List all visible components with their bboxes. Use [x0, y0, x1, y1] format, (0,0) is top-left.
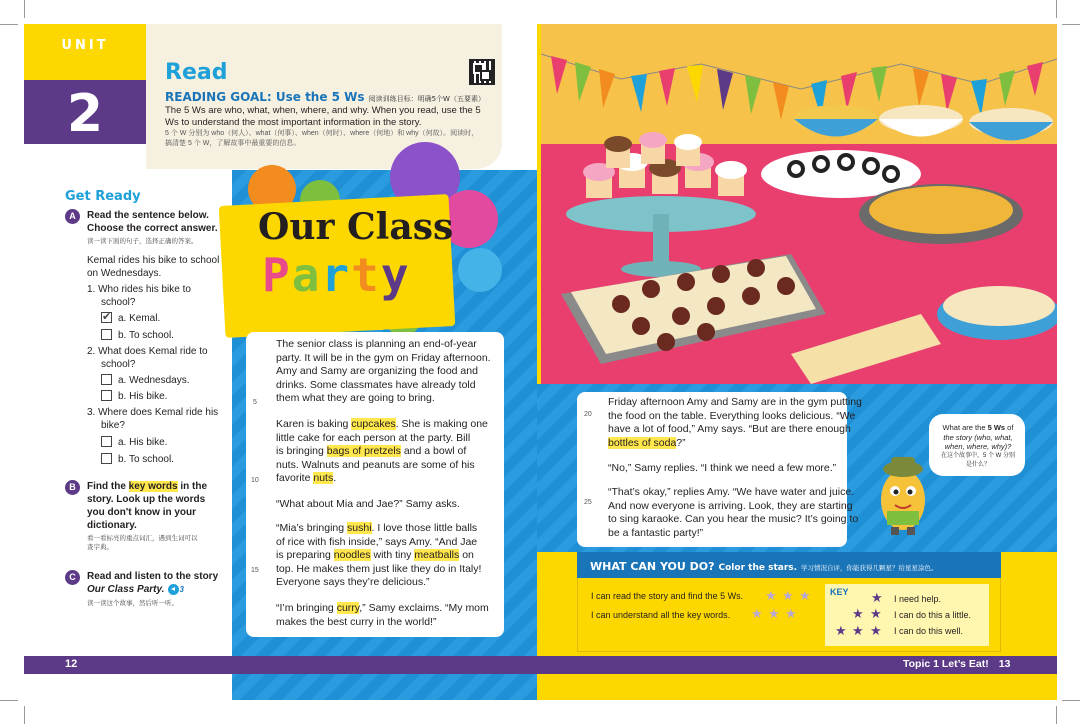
instruction-c-2: [87, 583, 184, 596]
badge-b: B: [65, 480, 80, 495]
story-line: [608, 437, 686, 451]
question-3-line-2: bike?: [101, 420, 125, 431]
star-icon: ★: [852, 623, 864, 638]
key-word: nuts: [313, 472, 334, 485]
key-title: KEY: [830, 587, 849, 597]
story-line: [608, 486, 854, 500]
balloon-icon: [458, 248, 502, 292]
instruction-b-cn-2: 查字典。: [87, 544, 113, 551]
checkbox-q1-b[interactable]: [101, 329, 112, 340]
kemal-sentence-1: Kemal rides his bike to school: [87, 255, 220, 266]
line-number: 15: [251, 567, 259, 574]
key-word: bottles of soda: [608, 436, 677, 449]
story-line: [276, 563, 481, 577]
story-text: makes the best curry in the world!”: [276, 615, 437, 628]
story-text: the food on the table. Everything looks delicious. “We: [608, 409, 856, 422]
story-line: [276, 392, 435, 406]
star-icon[interactable]: ★: [785, 606, 797, 621]
audio-track-number: 3: [179, 585, 184, 594]
key-word: bags of pretzels: [326, 445, 401, 458]
story-title-line-2: [262, 248, 411, 302]
instruction-a-2: Choose the correct answer.: [87, 223, 218, 234]
title-letter: r: [321, 248, 352, 302]
self-assessment-cn: 学习情况自评，你能获得几颗星？给星星涂色。: [801, 564, 938, 572]
line-number: 25: [584, 499, 592, 506]
title-letter: y: [380, 248, 411, 302]
story-line: [276, 432, 470, 446]
mascot-icon: [873, 445, 933, 537]
key-word: noodles: [333, 549, 371, 562]
key-word: cupcakes: [351, 418, 396, 430]
get-ready-title: Get Ready: [65, 189, 141, 204]
badge-a: A: [65, 209, 80, 224]
checkbox-q3-a[interactable]: [101, 436, 112, 447]
crop-mark: [1056, 706, 1057, 724]
question-2-line-2: school?: [101, 359, 136, 370]
cupcakes: [583, 132, 747, 198]
page-number-right: 13: [998, 658, 1011, 670]
story-text: Everyone says they’re delicious.”: [276, 576, 430, 589]
instruction-c-cn: 读一读这个故事，然后听一听。: [87, 600, 178, 607]
story-title-line-1: Our Class: [258, 206, 454, 248]
instruction-a-cn: 读一读下面的句子，选择正确的答案。: [87, 238, 198, 245]
star-icon[interactable]: ★: [751, 606, 763, 621]
crop-mark: [0, 700, 18, 701]
story-text: ?”: [676, 436, 686, 449]
bubble-line-3: when, where, why)?: [944, 442, 1012, 451]
story-text: “What about Mia and Jae?” Samy asks.: [276, 498, 460, 510]
story-text: Friday afternoon Amy and Samy are in the gym putting: [608, 396, 862, 408]
party-illustration: [541, 24, 1057, 384]
bubble-line-2: the story (who, what,: [943, 432, 1013, 442]
story-text: . She is making one: [395, 418, 488, 430]
title-letter: P: [262, 248, 292, 302]
star-icon[interactable]: ★: [765, 588, 777, 603]
story-text: “I’m bringing: [276, 602, 337, 614]
bubble-cn-1: 在这个故事中，5 个 W 分别: [940, 452, 1015, 459]
star-icon[interactable]: ★: [768, 606, 780, 621]
story-line: [608, 410, 855, 424]
checkbox-q2-a[interactable]: [101, 374, 112, 385]
reading-goal-cn-text: 5 个 W 分别为 who（何人）、what（何事）、when（何时）、where（何地）和 why（何故）。阅读时，搞清楚 5 个 W，了解故事中最重要的信息。: [165, 130, 479, 147]
story-line: [276, 536, 477, 550]
key-word: meatballs: [414, 549, 460, 562]
badge-c: C: [65, 570, 80, 585]
story-line: [608, 462, 836, 476]
story-line: [276, 472, 336, 486]
story-text: favorite: [276, 472, 314, 485]
kemal-sentence-2: on Wednesdays.: [87, 268, 162, 279]
instruction-b-4: dictionary.: [87, 520, 137, 531]
story-text: drinks. Some classmates have already told: [276, 378, 476, 391]
story-text: Amy and Samy are organizing the food and: [276, 365, 478, 378]
crop-mark: [1062, 700, 1080, 701]
can-do-item-2: I can understand all the key words.: [591, 610, 731, 620]
page-footer-right: [903, 658, 1010, 670]
story-text: nuts. Walnuts and peanuts are some of his: [276, 458, 475, 471]
page-number-left: 12: [65, 658, 78, 670]
option-q1-a: a. Kemal.: [118, 313, 161, 324]
bubble-line-1-pre: What are the: [942, 423, 988, 432]
story-text: and a bowl of: [400, 445, 467, 458]
instruction-a-1: Read the sentence below.: [87, 210, 209, 221]
story-line: [276, 459, 475, 473]
section-title: Read: [165, 60, 228, 85]
story-line: [276, 445, 466, 459]
question-1-line-1: 1. Who rides his bike to: [87, 284, 191, 295]
star-icon: ★: [852, 606, 864, 621]
instruction-b-1: [87, 480, 207, 493]
story-line: [608, 423, 851, 437]
story-text: The senior class is planning an end-of-year: [276, 338, 477, 350]
story-line: [608, 527, 703, 541]
story-text: ,” Samy exclaims. “My mom: [359, 602, 489, 614]
story-text: “Mia’s bringing: [276, 522, 348, 534]
story-text: party. It will be in the gym on Friday afternoon.: [276, 351, 491, 364]
story-line: [276, 576, 430, 590]
story-line: [276, 522, 477, 536]
unit-tab: [24, 24, 146, 144]
story-line: [608, 513, 858, 527]
can-do-item-1: I can read the story and find the 5 Ws.: [591, 591, 744, 601]
bubble-cn-2: 是什么？: [965, 462, 990, 468]
checkbox-q1-a[interactable]: [101, 312, 112, 323]
line-number: 20: [584, 411, 592, 418]
story-text: of rice with fish inside,” says Amy. “And Jae: [276, 535, 478, 548]
bubble-line-1-bold: 5 Ws: [987, 423, 1006, 432]
option-q2-a: a. Wednesdays.: [118, 375, 190, 386]
story-line: [276, 549, 474, 563]
story-text: . I love those little balls: [371, 522, 478, 534]
story-text: to sing karaoke. Can you hear the music? It’s going to: [608, 513, 859, 526]
check-mark-icon: ✔: [102, 311, 112, 323]
instruction-b-3: you don't know in your: [87, 507, 197, 518]
option-q1-b: b. To school.: [118, 330, 174, 341]
instruction-b-1-post: in the: [177, 481, 208, 492]
story-text: is preparing: [276, 549, 334, 562]
story-line: [276, 338, 477, 352]
story-text: .: [333, 472, 337, 485]
line-number: 10: [251, 477, 259, 484]
reading-goal-cn: 阅读训练目标：明确5个W（五要素）: [368, 95, 485, 103]
speech-bubble-text: [934, 423, 1022, 471]
question-3-line-1: 3. Where does Kemal ride his: [87, 407, 219, 418]
story-text: Karen is baking: [276, 418, 352, 430]
story-line: [276, 418, 488, 432]
line-number: 5: [253, 399, 257, 406]
instruction-b-2: story. Look up the words: [87, 494, 206, 505]
reading-goal-text: The 5 Ws are who, what, when, where, and why. When you read, use the 5 Ws to understand the most important information in the story.: [165, 105, 481, 128]
audio-play-icon[interactable]: [168, 584, 179, 595]
party-food-illustration: [541, 24, 1057, 384]
key-item-3: I can do this well.: [894, 626, 964, 636]
story-text: “No,” Samy replies. “I think we need a few more.”: [608, 462, 837, 474]
key-item-2: I can do this a little.: [894, 610, 972, 620]
star-icon[interactable]: ★: [799, 588, 811, 603]
title-letter: a: [291, 248, 322, 302]
question-2-line-1: 2. What does Kemal ride to: [87, 346, 208, 357]
story-line: [608, 500, 853, 514]
story-line: [276, 365, 478, 379]
self-assessment-subtitle: Color the stars.: [718, 563, 798, 573]
story-line: [276, 379, 476, 393]
instruction-b-1-pre: Find the: [87, 481, 129, 492]
crop-mark: [24, 0, 25, 18]
story-line: [276, 602, 489, 616]
star-icon: ★: [871, 590, 883, 605]
story-line: [276, 616, 436, 630]
self-assessment-title-text: WHAT CAN YOU DO?: [590, 560, 715, 573]
story-line: [608, 396, 862, 410]
story-text: “That’s okay,” replies Amy. “We have water and juice.: [608, 486, 855, 498]
unit-number: 2: [66, 84, 104, 144]
reading-goal-label: READING GOAL: Use the 5 Ws: [165, 90, 365, 104]
story-text: is bringing: [276, 445, 327, 458]
story-line: [276, 498, 460, 512]
story-title-ref: Our Class Party.: [87, 584, 165, 595]
title-letter: t: [351, 248, 381, 302]
reading-goal: [165, 90, 485, 104]
qr-code-icon[interactable]: [469, 59, 495, 85]
star-icon: ★: [835, 623, 847, 638]
option-q2-b: b. His bike.: [118, 391, 168, 402]
story-text: top. He makes them just like they do in Italy!: [276, 562, 482, 575]
option-q3-a: a. His bike.: [118, 437, 168, 448]
story-text: them what they are going to bring.: [276, 392, 435, 405]
key-item-1: I need help.: [894, 594, 942, 604]
star-icon: ★: [870, 606, 882, 621]
instruction-b-1-highlight: key words: [128, 481, 178, 492]
key-word: sushi: [347, 522, 372, 534]
bubble-line-1-post: of: [1005, 423, 1014, 432]
star-icon: ★: [870, 623, 882, 638]
unit-label: UNIT: [61, 38, 109, 53]
story-text: on: [459, 549, 474, 562]
checkbox-q3-b[interactable]: [101, 453, 112, 464]
crop-mark: [0, 24, 18, 25]
star-icon[interactable]: ★: [782, 588, 794, 603]
checkbox-q2-b[interactable]: [101, 390, 112, 401]
instruction-b-cn-1: 看一看标亮的重点词汇，遇到生词可以: [87, 535, 198, 542]
story-text: have a lot of food,” Amy says. “But are there enough: [608, 423, 851, 436]
crop-mark: [1062, 24, 1080, 25]
crop-mark: [1056, 0, 1057, 18]
topic-label: Topic 1 Let’s Eat!: [903, 658, 989, 670]
story-text: with tiny: [370, 549, 415, 562]
story-text: And now everyone is arriving. Look, they are starting: [608, 499, 853, 512]
story-text: be a fantastic party!”: [608, 526, 704, 539]
story-line: [276, 352, 491, 366]
self-assessment-title: [590, 560, 938, 573]
story-text: little cake for each person at the party. Bill: [276, 431, 471, 444]
question-1-line-2: school?: [101, 297, 136, 308]
crop-mark: [24, 706, 25, 724]
option-q3-b: b. To school.: [118, 454, 174, 465]
key-word: curry: [336, 602, 360, 614]
instruction-c-1: Read and listen to the story: [87, 571, 219, 582]
